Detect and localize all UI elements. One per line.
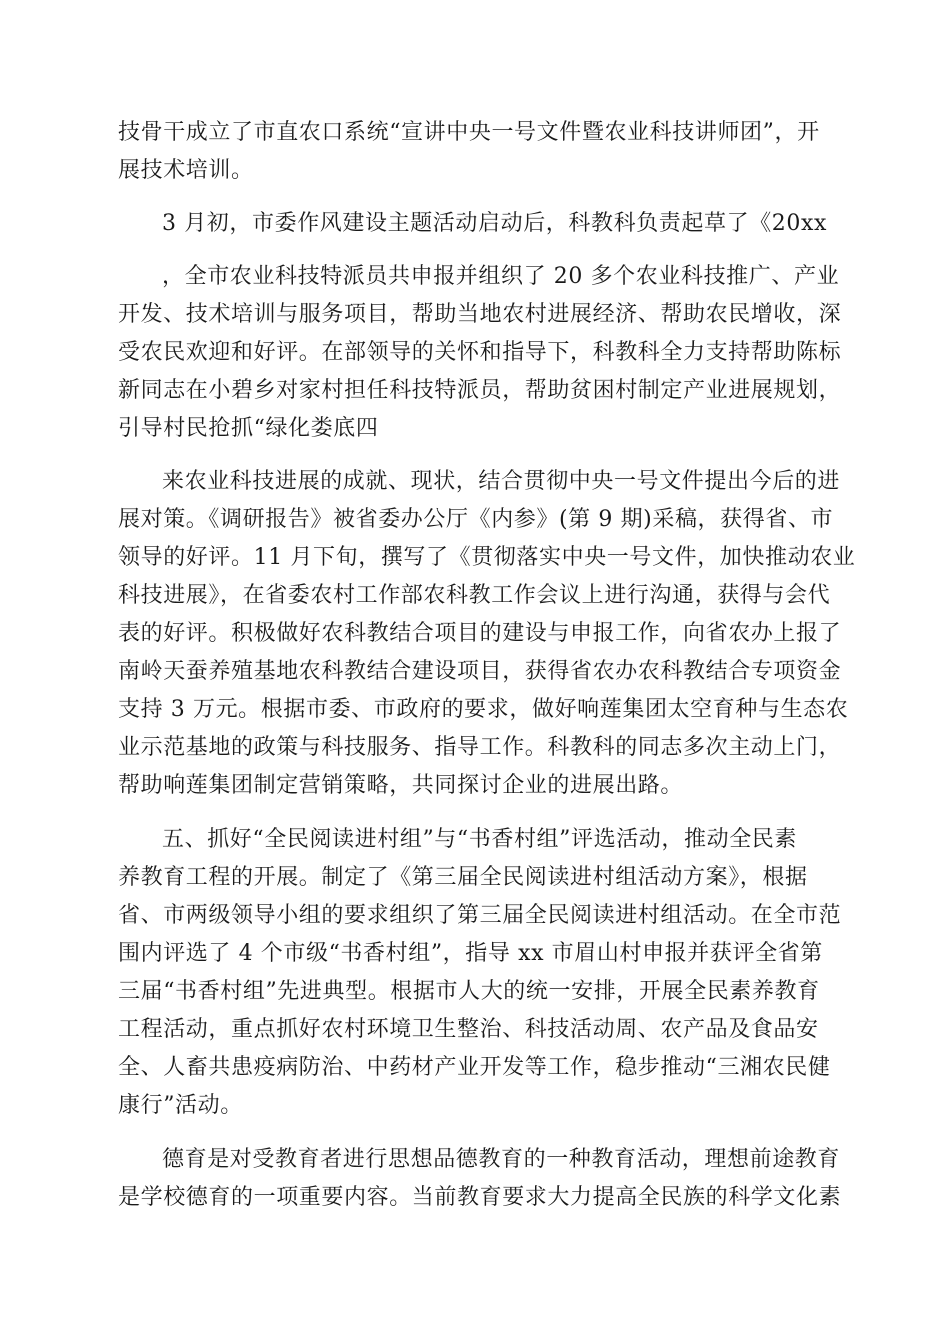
text-line: 科技进展》，在省委农村工作部农科教工作会议上进行沟通，获得与会代 [118,583,831,608]
text-line: 技骨干成立了市直农口系统“宣讲中央一号文件暨农业科技讲师团”，开 [118,120,820,145]
text-line: 表的好评。积极做好农科教结合项目的建设与申报工作，向省农办上报了 [118,621,842,646]
text-line: 帮助响莲集团制定营销策略，共同探讨企业的进展出路。 [118,773,684,798]
text-line: 三届“书香村组”先进典型。根据市人大的统一安排，开展全民素养教育 [118,979,820,1004]
text-line: 引导村民抢抓“绿化娄底四 [118,416,379,441]
text-line: 领导的好评。11 月下旬，撰写了《贯彻落实中央一号文件，加快推动农业 [118,545,856,570]
text-line: 业示范基地的政策与科技服务、指导工作。科教科的同志多次主动上门， [118,735,842,760]
text-line: 新同志在小碧乡对家村担任科技特派员，帮助贫困村制定产业进展规划， [118,378,842,403]
text-line: 围内评选了 4 个市级“书香村组”，指导 xx 市眉山村申报并获评全省第 [118,941,823,966]
text-line: 全、人畜共患疫病防治、中药材产业开发等工作，稳步推动“三湘农民健 [118,1055,831,1080]
text-line: 德育是对受教育者进行思想品德教育的一种教育活动，理想前途教育 [162,1147,841,1172]
text-line: 来农业科技进展的成就、现状，结合贯彻中央一号文件提出今后的进 [162,469,841,494]
text-line: 3 月初，市委作风建设主题活动启动后，科教科负责起草了《20xx [162,211,828,236]
text-line: ，全市农业科技特派员共申报并组织了 20 多个农业科技推广、产业 [162,264,840,289]
text-line: 开发、技术培训与服务项目，帮助当地农村进展经济、帮助农民增收，深 [118,302,842,327]
text-line: 展对策。《调研报告》被省委办公厅《内参》(第 9 期)采稿，获得省、市 [118,507,834,532]
text-line: 展技术培训。 [118,158,254,183]
text-line: 康行”活动。 [118,1093,243,1118]
text-line: 工程活动，重点抓好农村环境卫生整治、科技活动周、农产品及食品安 [118,1017,819,1042]
text-line: 支持 3 万元。根据市委、市政府的要求，做好响莲集团太空育种与生态农 [118,697,849,722]
text-line: 养教育工程的开展。制定了《第三届全民阅读进村组活动方案》，根据 [118,865,808,890]
text-line: 受农民欢迎和好评。在部领导的关怀和指导下，科教科全力支持帮助陈标 [118,340,842,365]
text-line: 五、抓好“全民阅读进村组”与“书香村组”评选活动，推动全民素 [162,827,797,852]
text-line: 省、市两级领导小组的要求组织了第三届全民阅读进村组活动。在全市范 [118,903,842,928]
text-line: 是学校德育的一项重要内容。当前教育要求大力提高全民族的科学文化素 [118,1185,842,1210]
text-line: 南岭天蚕养殖基地农科教结合建设项目，获得省农办农科教结合专项资金 [118,659,842,684]
